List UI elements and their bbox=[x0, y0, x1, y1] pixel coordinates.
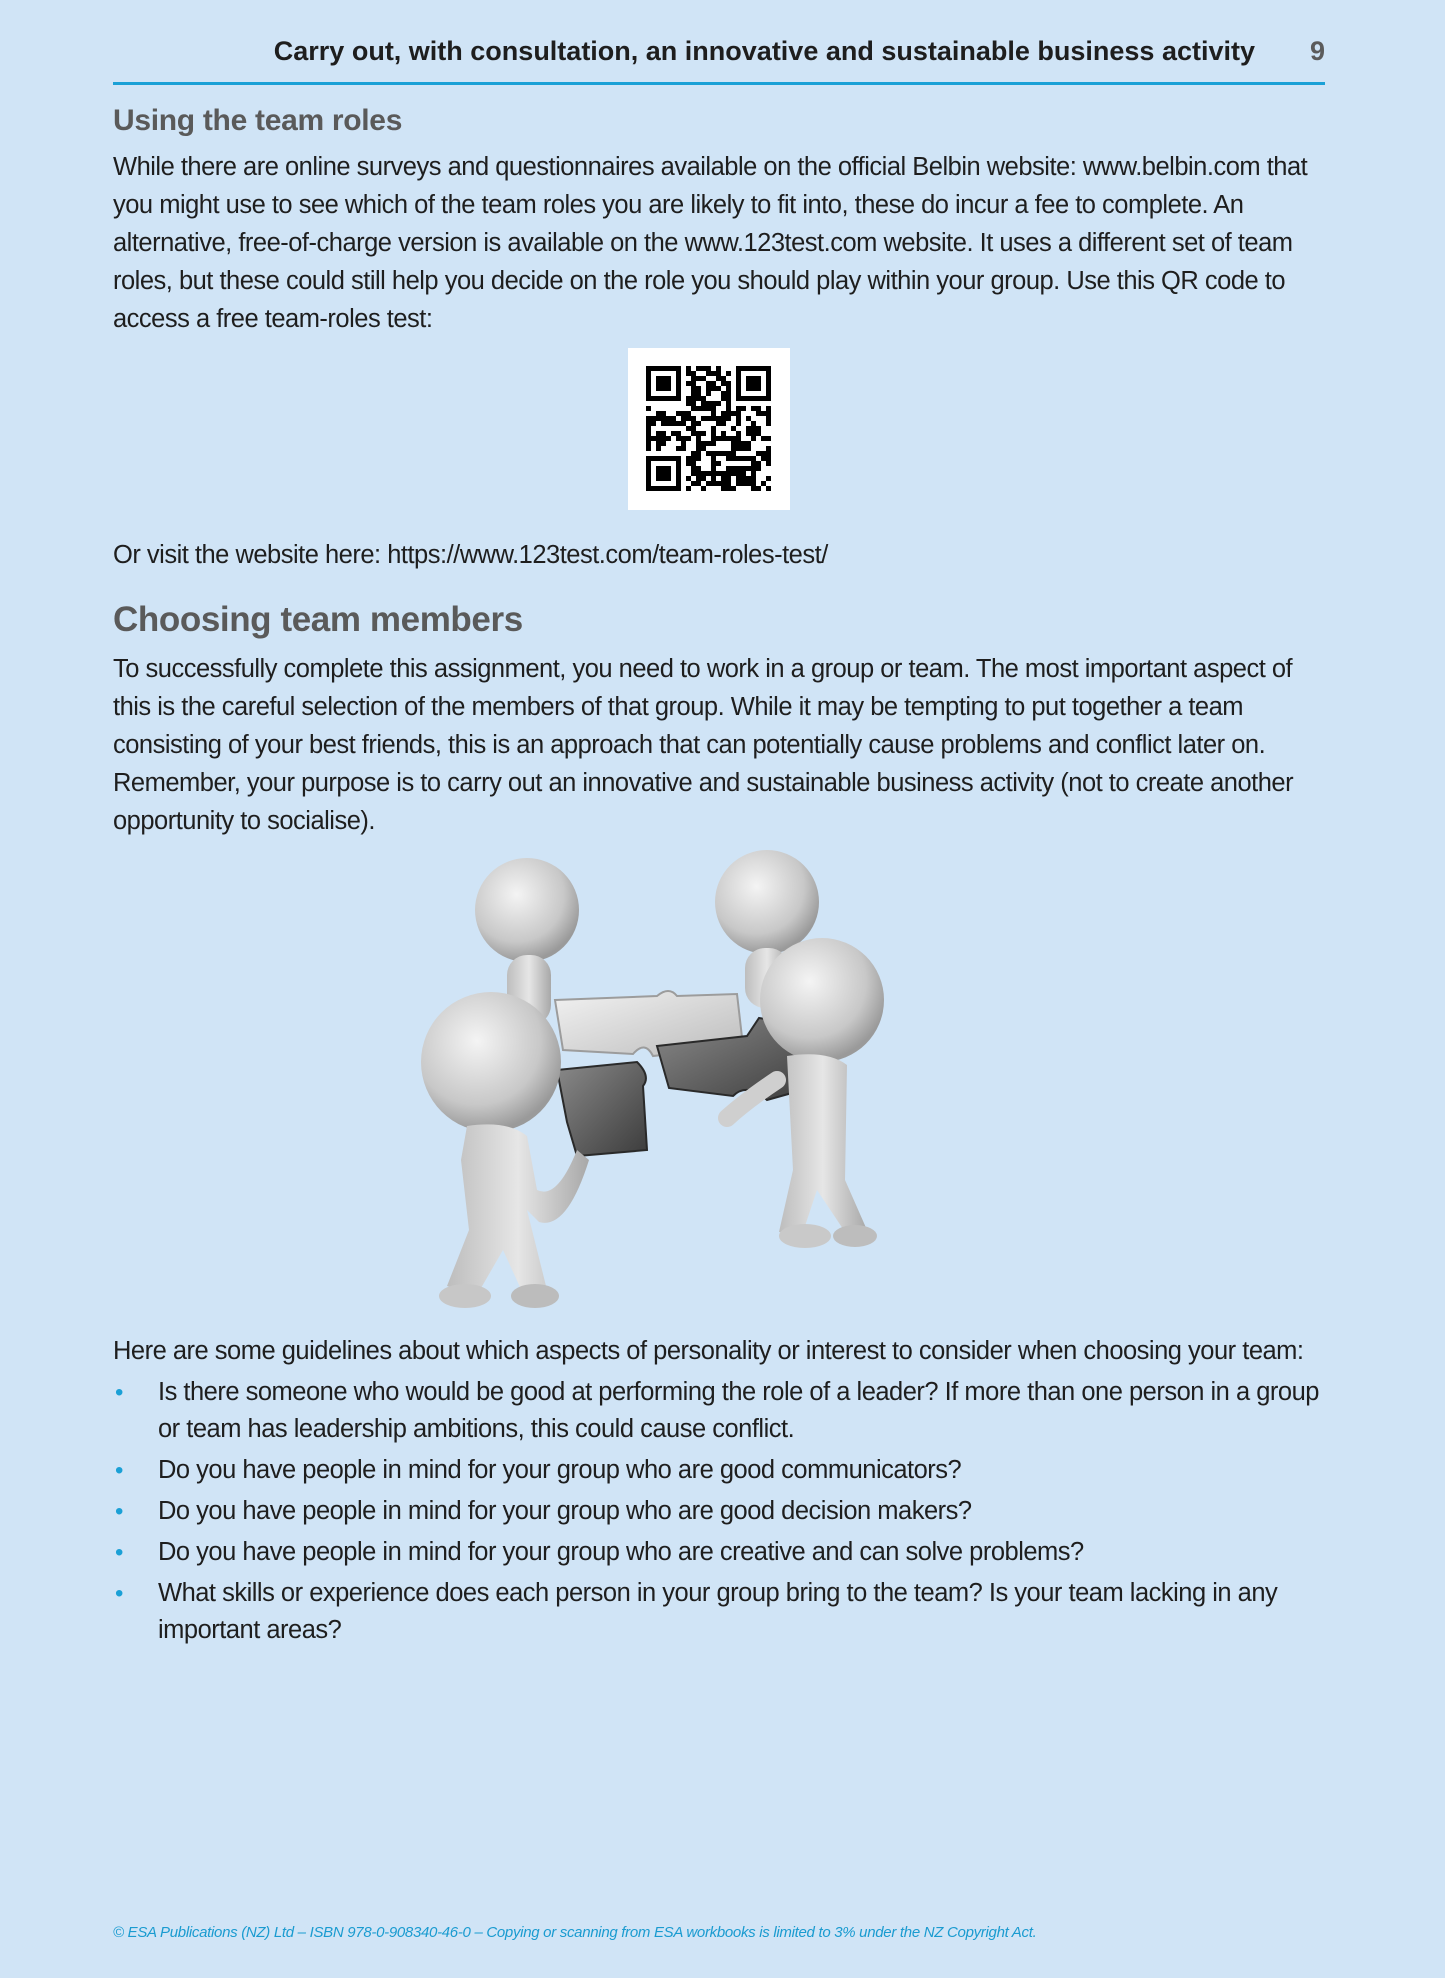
header-title: Carry out, with consultation, an innovative and sustainable business activity bbox=[273, 36, 1255, 66]
page-number: 9 bbox=[1309, 36, 1325, 66]
bullet-icon: • bbox=[115, 1539, 123, 1566]
team-puzzle-illustration bbox=[407, 850, 927, 1320]
qr-code[interactable] bbox=[628, 348, 790, 510]
bullet-icon: • bbox=[115, 1580, 123, 1607]
page-footer: © ESA Publications (NZ) Ltd – ISBN 978-0-908340-46-0 – Copying or scanning from ESA workbooks is limited to 3% under the NZ Copyright Act. bbox=[113, 1924, 1037, 1941]
guidelines-list bbox=[113, 1374, 1333, 1649]
website-link-text[interactable]: Or visit the website here: https://www.123test.com/team-roles-test/ bbox=[113, 541, 828, 569]
guideline-text: Do you have people in mind for your group who are creative and can solve problems? bbox=[158, 1538, 1084, 1566]
guidelines-intro: Here are some guidelines about which aspects of personality or interest to consider when choosing your team: bbox=[113, 1337, 1304, 1365]
bullet-icon: • bbox=[115, 1379, 123, 1406]
guideline-text: Do you have people in mind for your group who are good decision makers? bbox=[158, 1497, 972, 1525]
guideline-text: What skills or experience does each person in your group bring to the team? Is your team lacking in any important areas? bbox=[158, 1579, 1278, 1644]
list-item bbox=[113, 1493, 1333, 1530]
bullet-icon: • bbox=[115, 1498, 123, 1525]
choosing-paragraph: To successfully complete this assignment, you need to work in a group or team. The most important aspect of this is the careful selection of the members of that group. While it may be tempting to put together a team consisting of your best friends, this is an approach that can potentially cause problems and conflict later on. Remember, your purpose is to carry out an innovative and sustainable business activity (not to create another opportunity to socialise). bbox=[113, 655, 1294, 835]
list-item bbox=[113, 1374, 1333, 1448]
team-roles-paragraph: While there are online surveys and questionnaires available on the official Belbin website: www.belbin.com that you might use to see which of the team roles you are likely to fit into, these do incur a fee to complete. An alternative, free-of-charge version is available on the www.123test.com website. It uses a different set of team roles, but these could still help you decide on the role you should play within your group. Use this QR code to access a free team-roles test: bbox=[113, 153, 1308, 333]
list-item bbox=[113, 1452, 1333, 1489]
section-heading-team-roles: Using the team roles bbox=[113, 104, 403, 137]
puzzle-team-icon bbox=[407, 850, 927, 1320]
list-item bbox=[113, 1534, 1333, 1571]
guideline-text: Is there someone who would be good at performing the role of a leader? If more than one person in a group or team has leadership ambitions, this could cause conflict. bbox=[158, 1378, 1319, 1443]
section-heading-choosing: Choosing team members bbox=[113, 600, 523, 639]
qr-code-icon bbox=[628, 348, 790, 510]
page-header bbox=[113, 28, 1325, 85]
guideline-text: Do you have people in mind for your group who are good communicators? bbox=[158, 1456, 962, 1484]
page-content bbox=[113, 104, 1333, 1653]
list-item bbox=[113, 1575, 1333, 1649]
bullet-icon: • bbox=[115, 1457, 123, 1484]
